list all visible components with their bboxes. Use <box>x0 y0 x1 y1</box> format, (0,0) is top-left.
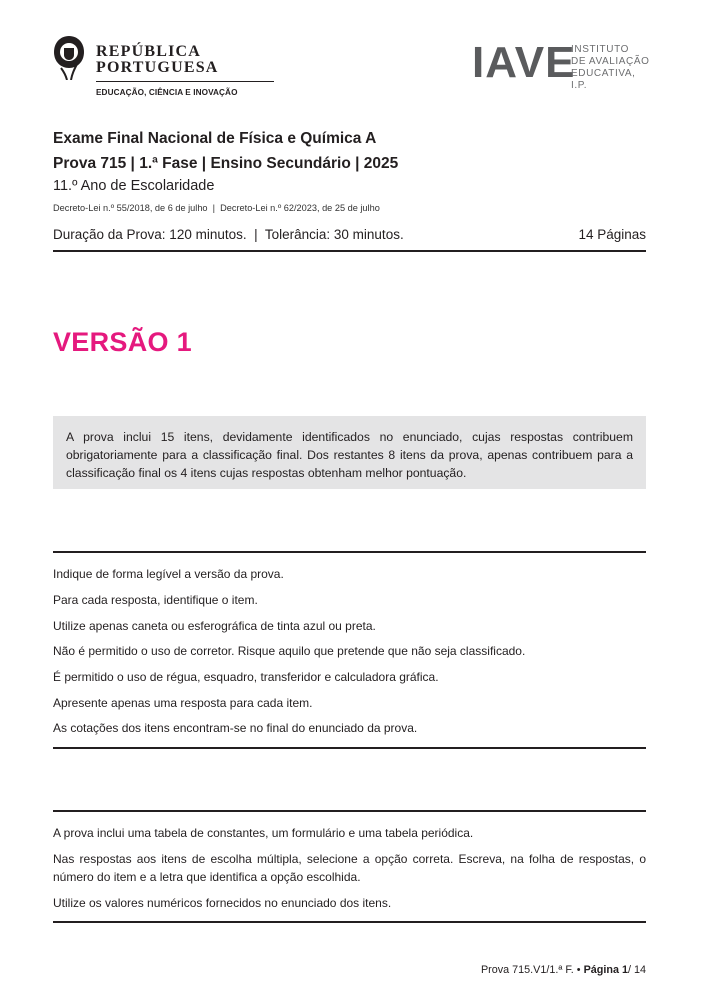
republica-line2: PORTUGUESA <box>96 59 219 76</box>
logo-divider <box>96 81 274 82</box>
version-label: VERSÃO 1 <box>53 327 192 357</box>
republica-line1: REPÚBLICA <box>96 43 202 60</box>
notes-bottom-rule <box>53 921 646 923</box>
instructions-bottom-rule <box>53 747 646 749</box>
instruction-item: As cotações dos itens encontram-se no final do enunciado da prova. <box>53 721 418 735</box>
notice-text: A prova inclui 15 itens, devidamente identificados no enunciado, cujas respostas contribuem obrigatoriamente para a classificação final. Dos restantes 8 itens da prova, apenas contribuem para a classificação final os 4 itens cujas respostas obtenham melhor pontuação. <box>66 430 633 480</box>
government-emblem-icon <box>52 34 86 80</box>
iave-line1: INSTITUTO <box>571 44 629 55</box>
notice-box <box>53 416 646 489</box>
exam-subtitle: Prova 715 | 1.ª Fase | Ensino Secundário | 2025 <box>53 155 399 172</box>
iave-logo <box>472 38 652 91</box>
footer-page-label: Página 1 <box>583 964 628 976</box>
instruction-item: Para cada resposta, identifique o item. <box>53 593 258 607</box>
exam-duration: Duração da Prova: 120 minutos. | Tolerância: 30 minutos. <box>53 227 404 242</box>
instruction-item: Apresente apenas uma resposta para cada item. <box>53 696 313 710</box>
page-count: 14 Páginas <box>578 227 646 242</box>
note-item: Utilize os valores numéricos fornecidos no enunciado dos itens. <box>53 896 392 910</box>
ministry-name: EDUCAÇÃO, CIÊNCIA E INOVAÇÃO <box>96 88 238 97</box>
instruction-item: Indique de forma legível a versão da prova. <box>53 567 284 581</box>
page-footer <box>481 964 646 976</box>
iave-line2: DE AVALIAÇÃO <box>571 56 650 67</box>
decree-reference: Decreto-Lei n.º 55/2018, de 6 de julho | Decreto-Lei n.º 62/2023, de 25 de julho <box>53 203 380 213</box>
instruction-item: Utilize apenas caneta ou esferográfica de tinta azul ou preta. <box>53 619 376 633</box>
header-divider <box>53 250 646 252</box>
exam-title: Exame Final Nacional de Física e Química A <box>53 130 377 147</box>
instruction-item: Não é permitido o uso de corretor. Risque aquilo que pretende que não seja classificado. <box>53 644 526 658</box>
note-item: Nas respostas aos itens de escolha múltipla, selecione a opção correta. Escreva, na folha de respostas, o número do item e a letra que identifica a opção escolhida. <box>53 852 646 884</box>
iave-mark: IAVE <box>472 38 576 87</box>
republica-portuguesa-logo <box>52 34 238 100</box>
footer-code: Prova 715.V1/1.ª F. • <box>480 964 581 976</box>
iave-line3: EDUCATIVA, I.P. <box>571 68 636 91</box>
instructions-top-rule <box>53 551 646 553</box>
note-item: A prova inclui uma tabela de constantes, um formulário e uma tabela periódica. <box>53 826 474 840</box>
notes-top-rule <box>53 810 646 812</box>
school-year: 11.º Ano de Escolaridade <box>53 178 215 194</box>
instruction-item: É permitido o uso de régua, esquadro, transferidor e calculadora gráfica. <box>53 670 439 684</box>
footer-page-total: / 14 <box>627 964 646 976</box>
